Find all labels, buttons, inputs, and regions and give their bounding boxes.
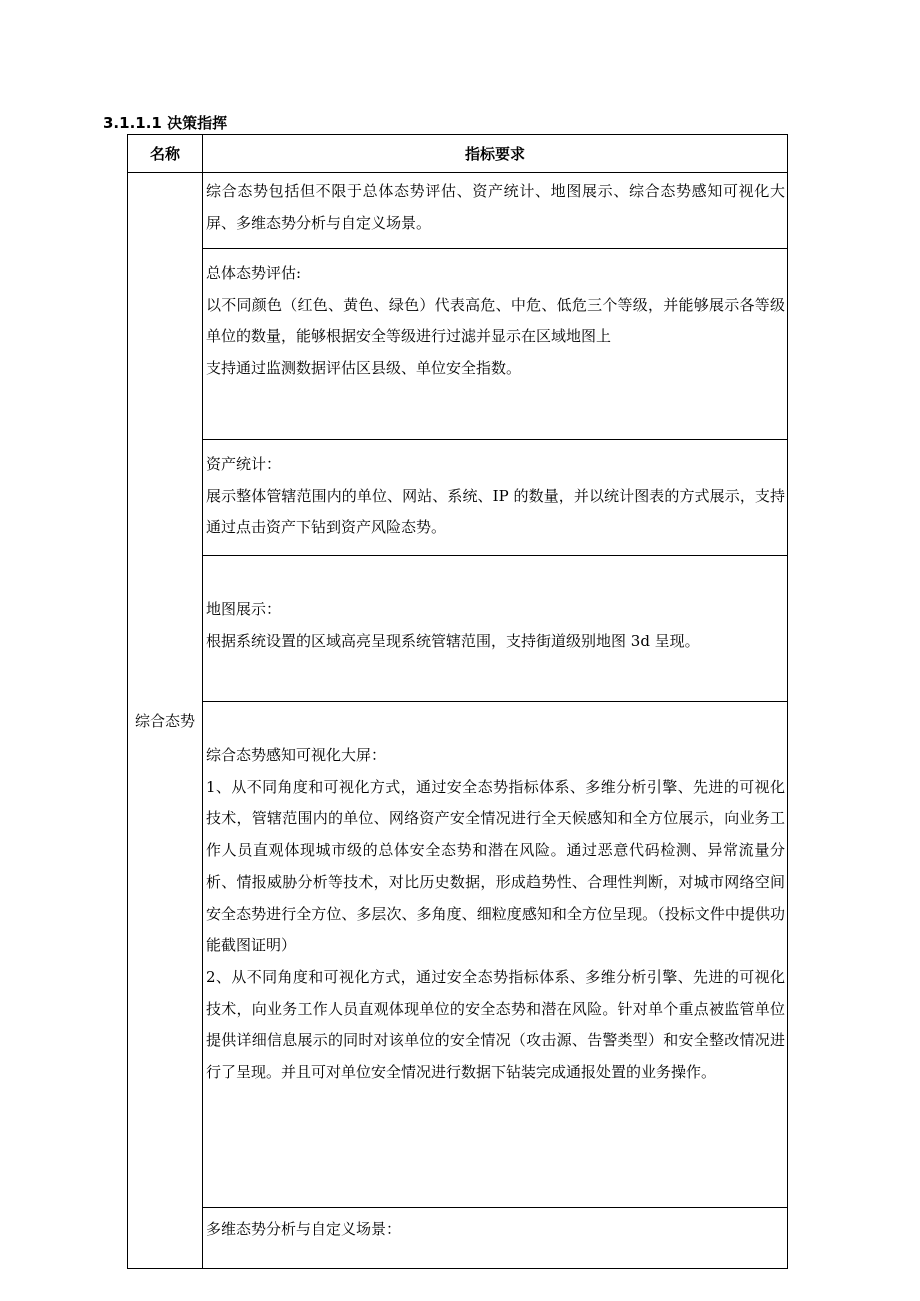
table-header-row [128,135,788,173]
requirement-text: 1、从不同角度和可视化方式，通过安全态势指标体系、多维分析引擎、先进的可视化技术，管辖范围内的单位、网络资产安全情况进行全天候感知和全方位展示，向业务工作人员直观体现城市级的总体安全态势和潜在风险。通过恶意代码检测、异常流量分析、情报威胁分析等技术，对比历史数据，形成趋势性、合理性判断，对城市网络空间安全态势进行全方位、多层次、多角度、细粒度感知和全方位呈现。（投标文件中提供功能截图证明） [206,777,785,955]
section-heading: 3.1.1.1 决策指挥 [103,114,228,132]
header-name: 名称 [128,135,203,173]
requirement-overview [203,173,788,249]
table-row [128,702,788,1208]
requirement-subtitle: 地图展示： [206,600,282,618]
table-row [128,1208,788,1269]
requirement-subtitle: 总体态势评估: [206,264,302,282]
requirements-table [127,134,788,1269]
requirement-text: 根据系统设置的区域高亮呈现系统管辖范围，支持街道级别地图 3d 呈现。 [206,631,700,650]
table-row [128,249,788,440]
requirement-map-display [203,556,788,702]
requirement-text: 展示整体管辖范围内的单位、网站、系统、IP 的数量，并以统计图表的方式展示，支持通过点击资产下钻到资产风险态势。 [206,486,785,537]
requirement-text: 2、从不同角度和可视化方式，通过安全态势指标体系、多维分析引擎、先进的可视化技术，向业务工作人员直观体现单位的安全态势和潜在风险。针对单个重点被监管单位提供详细信息展示的同时对该单位的安全情况（攻击源、告警类型）和安全整改情况进行了呈现。并且可对单位安全情况进行数据下钻装完成通报处置的业务操作。 [206,967,785,1082]
requirement-text: 支持通过监测数据评估区县级、单位安全指数。 [206,359,522,378]
requirement-overall-assessment [203,249,788,440]
table-row [128,440,788,556]
requirement-subtitle: 资产统计： [206,455,282,473]
table-row [128,556,788,702]
requirement-text: 以不同颜色（红色、黄色、绿色）代表高危、中危、低危三个等级，并能够展示各等级单位的数量，能够根据安全等级进行过滤并显示在区域地图上 [206,295,785,346]
table-row [128,173,788,249]
item-name-cell: 综合态势 [128,173,203,1269]
requirement-visual-screen [203,702,788,1208]
requirement-subtitle: 综合态势感知可视化大屏： [206,746,387,764]
requirement-asset-statistics [203,440,788,556]
requirement-subtitle: 多维态势分析与自定义场景： [206,1220,402,1238]
requirement-multidimensional-analysis [203,1208,788,1269]
requirement-text: 综合态势包括但不限于总体态势评估、资产统计、地图展示、综合态势感知可视化大屏、多维态势分析与自定义场景。 [206,182,785,232]
header-requirement: 指标要求 [203,135,788,173]
